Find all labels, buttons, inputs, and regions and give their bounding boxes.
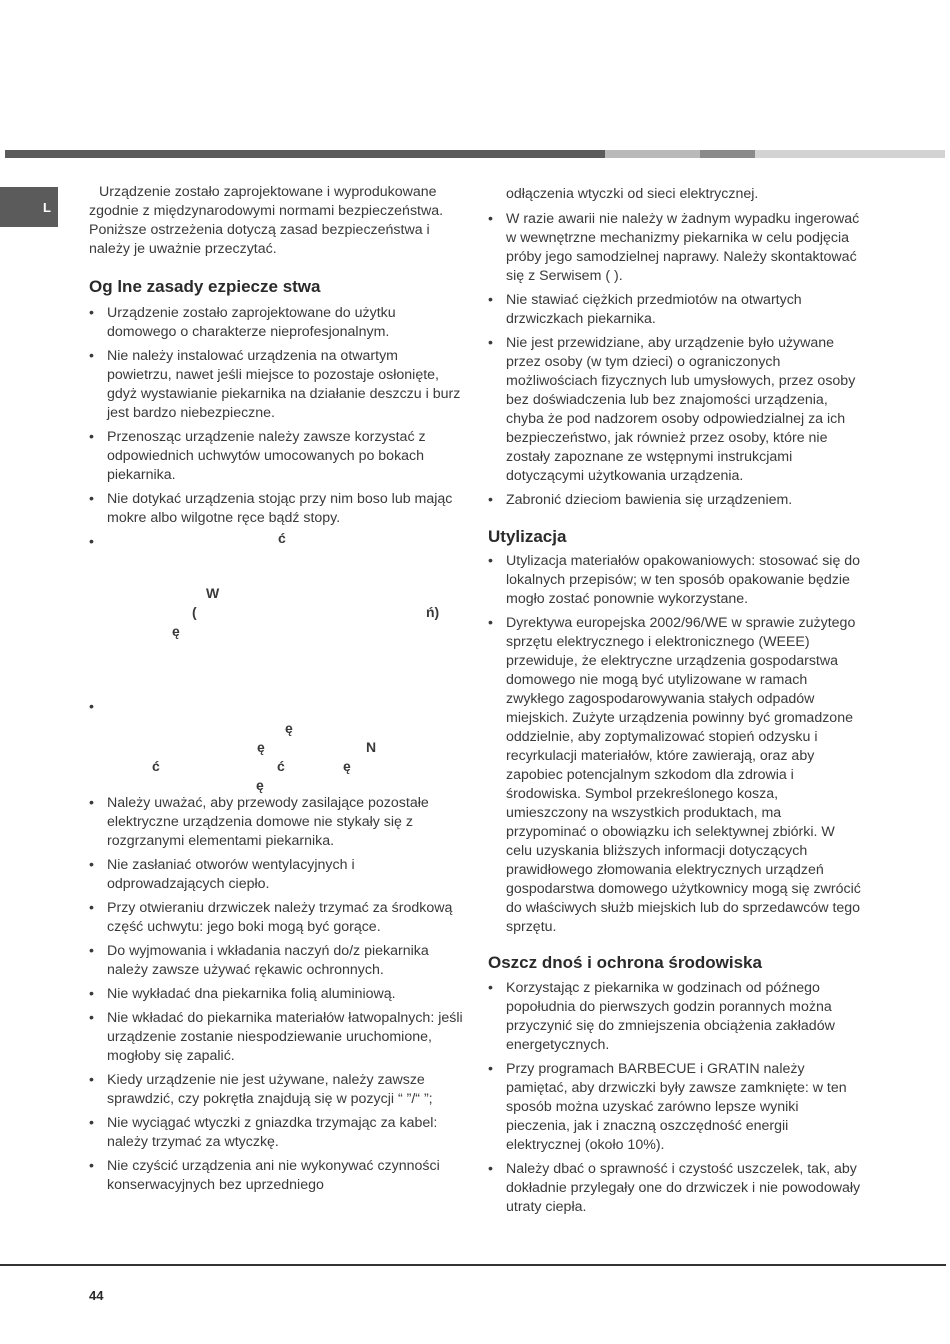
list-item: • Należy dbać o sprawność i czystość uszczelek, tak, aby dokładnie przylegały one do drzwiczek i nie powodowały utraty ciepła. bbox=[488, 1160, 862, 1217]
list-item: • Zabronić dzieciom bawienia się urządzeniem. bbox=[488, 491, 862, 510]
page-number: 44 bbox=[89, 1288, 104, 1303]
header-band-light bbox=[605, 150, 700, 158]
list-item: • Nie wkładać do piekarnika materiałów łatwopalnych: jeśli urządzenie zostanie niespodziewanie uruchomione, mogłoby się zapalić. bbox=[89, 1009, 464, 1066]
text-fragment: ę bbox=[257, 739, 265, 755]
text-fragment: W bbox=[206, 585, 220, 601]
text-fragment: ć bbox=[277, 758, 285, 774]
list-item: • Nie dotykać urządzenia stojąc przy nim boso lub mając mokre albo wilgotne ręce bądź stopy. bbox=[89, 490, 464, 528]
section-heading-general-safety: Og lne zasady ezpiecze stwa bbox=[89, 277, 321, 296]
energy-list bbox=[488, 979, 862, 1217]
left-column bbox=[89, 183, 464, 1200]
footer-rule bbox=[0, 1264, 946, 1266]
list-item: • Do wyjmowania i wkładania naczyń do/z piekarnika należy zawsze używać rękawic ochronnych. bbox=[89, 942, 464, 980]
section-heading-disposal: Utylizacja bbox=[488, 527, 567, 546]
list-item: • Nie stawiać ciężkich przedmiotów na otwartych drzwiczkach piekarnika. bbox=[488, 291, 862, 329]
list-item-blank bbox=[89, 533, 464, 552]
list-item: • Przenosząc urządzenie należy zawsze korzystać z odpowiednich uchwytów umocowanych po bokach piekarnika. bbox=[89, 428, 464, 485]
safety-list-c bbox=[488, 210, 862, 510]
text-fragment: ( bbox=[192, 604, 197, 620]
list-item: • Nie zasłaniać otworów wentylacyjnych i odprowadzających ciepło. bbox=[89, 856, 464, 894]
list-item: • W razie awarii nie należy w żadnym wypadku ingerować w wewnętrzne mechanizmy piekarnika w celu podjęcia próby jego samodzielnej naprawy. Należy skontaktować się z Serwisem ( ). bbox=[488, 210, 862, 286]
safety-list-b bbox=[89, 794, 464, 1195]
safety-list-a bbox=[89, 304, 464, 717]
language-tab bbox=[0, 187, 58, 227]
list-item: • Urządzenie zostało zaprojektowane do użytku domowego o charakterze nieprofesjonalnym. bbox=[89, 304, 464, 342]
header-band-dark bbox=[5, 150, 605, 158]
text-fragment: ę bbox=[256, 777, 264, 793]
list-item: • Przy otwieraniu drzwiczek należy trzymać za środkową część uchwytu: jego boki mogą być gorące. bbox=[89, 899, 464, 937]
text-fragment: ń) bbox=[426, 604, 440, 620]
header-band-light-end bbox=[755, 150, 945, 158]
text-fragment: ę bbox=[343, 758, 351, 774]
list-item: • Nie wykładać dna piekarnika folią aluminiową. bbox=[89, 985, 464, 1004]
text-fragment: ć bbox=[152, 758, 160, 774]
text-fragment: ę bbox=[172, 623, 180, 639]
list-item: • Nie jest przewidziane, aby urządzenie było używane przez osoby (w tym dzieci) o ograniczonych możliwościach fizycznych lub umysłowych, przez osoby bez doświadczenia lub bez znajomości urządzenia, chyba że pod nadzorem osoby odpowiedzialnej za ich bezpieczeństwo, jak również przez osoby, które nie zostały zapoznane ze wstępnymi instrukcjami dotyczącymi użytkowania urządzenia. bbox=[488, 334, 862, 486]
language-tab-label: L bbox=[43, 199, 51, 215]
list-item: • Należy uważać, aby przewody zasilające pozostałe elektryczne urządzenia domowe nie stykały się z rozgrzanymi elementami piekarnika. bbox=[89, 794, 464, 851]
right-column bbox=[488, 183, 862, 1222]
list-item: • Nie czyścić urządzenia ani nie wykonywać czynności konserwacyjnych bez uprzedniego bbox=[89, 1157, 464, 1195]
list-item: • Kiedy urządzenie nie jest używane, należy zawsze sprawdzić, czy pokrętła znajdują się w pozycji “ ”/“ ”; bbox=[89, 1071, 464, 1109]
header-band-mid bbox=[700, 150, 755, 158]
list-item: • Nie wyciągać wtyczki z gniazdka trzymając za kabel: należy trzymać za wtyczkę. bbox=[89, 1114, 464, 1152]
intro-paragraph: Urządzenie zostało zaprojektowane i wyprodukowane zgodnie z międzynarodowymi normami bezpieczeństwa. Poniższe ostrzeżenia dotyczą zasad bezpieczeństwa i należy je uważnie przeczytać. bbox=[89, 184, 444, 257]
continued-text: odłączenia wtyczki od sieci elektrycznej. bbox=[506, 186, 759, 202]
list-item: • Nie należy instalować urządzenia na otwartym powietrzu, nawet jeśli miejsce to pozostaje osłonięte, gdyż wystawianie piekarnika na działanie deszczu i burz jest bardzo niebezpieczne. bbox=[89, 347, 464, 423]
text-fragment: N bbox=[366, 739, 377, 755]
list-item: • Utylizacja materiałów opakowaniowych: stosować się do lokalnych przepisów; w ten sposób opakowanie będzie mogło zostać ponownie wykorzystane. bbox=[488, 552, 862, 609]
text-fragment: ę bbox=[285, 720, 293, 736]
disposal-list bbox=[488, 552, 862, 937]
list-item: • Dyrektywa europejska 2002/96/WE w sprawie zużytego sprzętu elektrycznego i elektronicznego (WEEE) przewiduje, że elektryczne urządzenia gospodarstwa domowego nie mogą być utylizowane w ramach zwykłego zagospodarowywania stałych odpadów miejskich. Zużyte urządzenia powinny być gromadzone oddzielnie, aby zoptymalizować stopień odzysku i recyrkulacji materiałów, które zawierają, oraz aby zapobiec potencjalnym szkodom dla zdrowia i środowiska. Symbol przekreślonego kosza, umieszczony na wszystkich produktach, ma przypominać o obowiązku ich selektywnej zbiórki. W celu uzyskania bliższych informacji dotyczących prawidłowego złomowania elektrycznych urządzeń gospodarstwa domowego użytkownicy mogą się zwrócić do właściwych służb miejskich lub do sprzedawców tego sprzętu. bbox=[488, 614, 862, 937]
text-fragment: ć bbox=[278, 530, 286, 546]
list-item: • Korzystając z piekarnika w godzinach od późnego popołudnia do pierwszych godzin porannych można przyczynić się do zmniejszenia obciążenia zakładów energetycznych. bbox=[488, 979, 862, 1055]
list-item: • Przy programach BARBECUE i GRATIN należy pamiętać, aby drzwiczki były zawsze zamknięte: w ten sposób można uzyskać zarówno lepsze wyniki pieczenia, jak i znaczną oszczędność energii elektrycznej (około 10%). bbox=[488, 1060, 862, 1155]
list-item-blank bbox=[89, 698, 464, 717]
section-heading-energy-saving: Oszcz dnoś i ochrona środowiska bbox=[488, 953, 762, 972]
